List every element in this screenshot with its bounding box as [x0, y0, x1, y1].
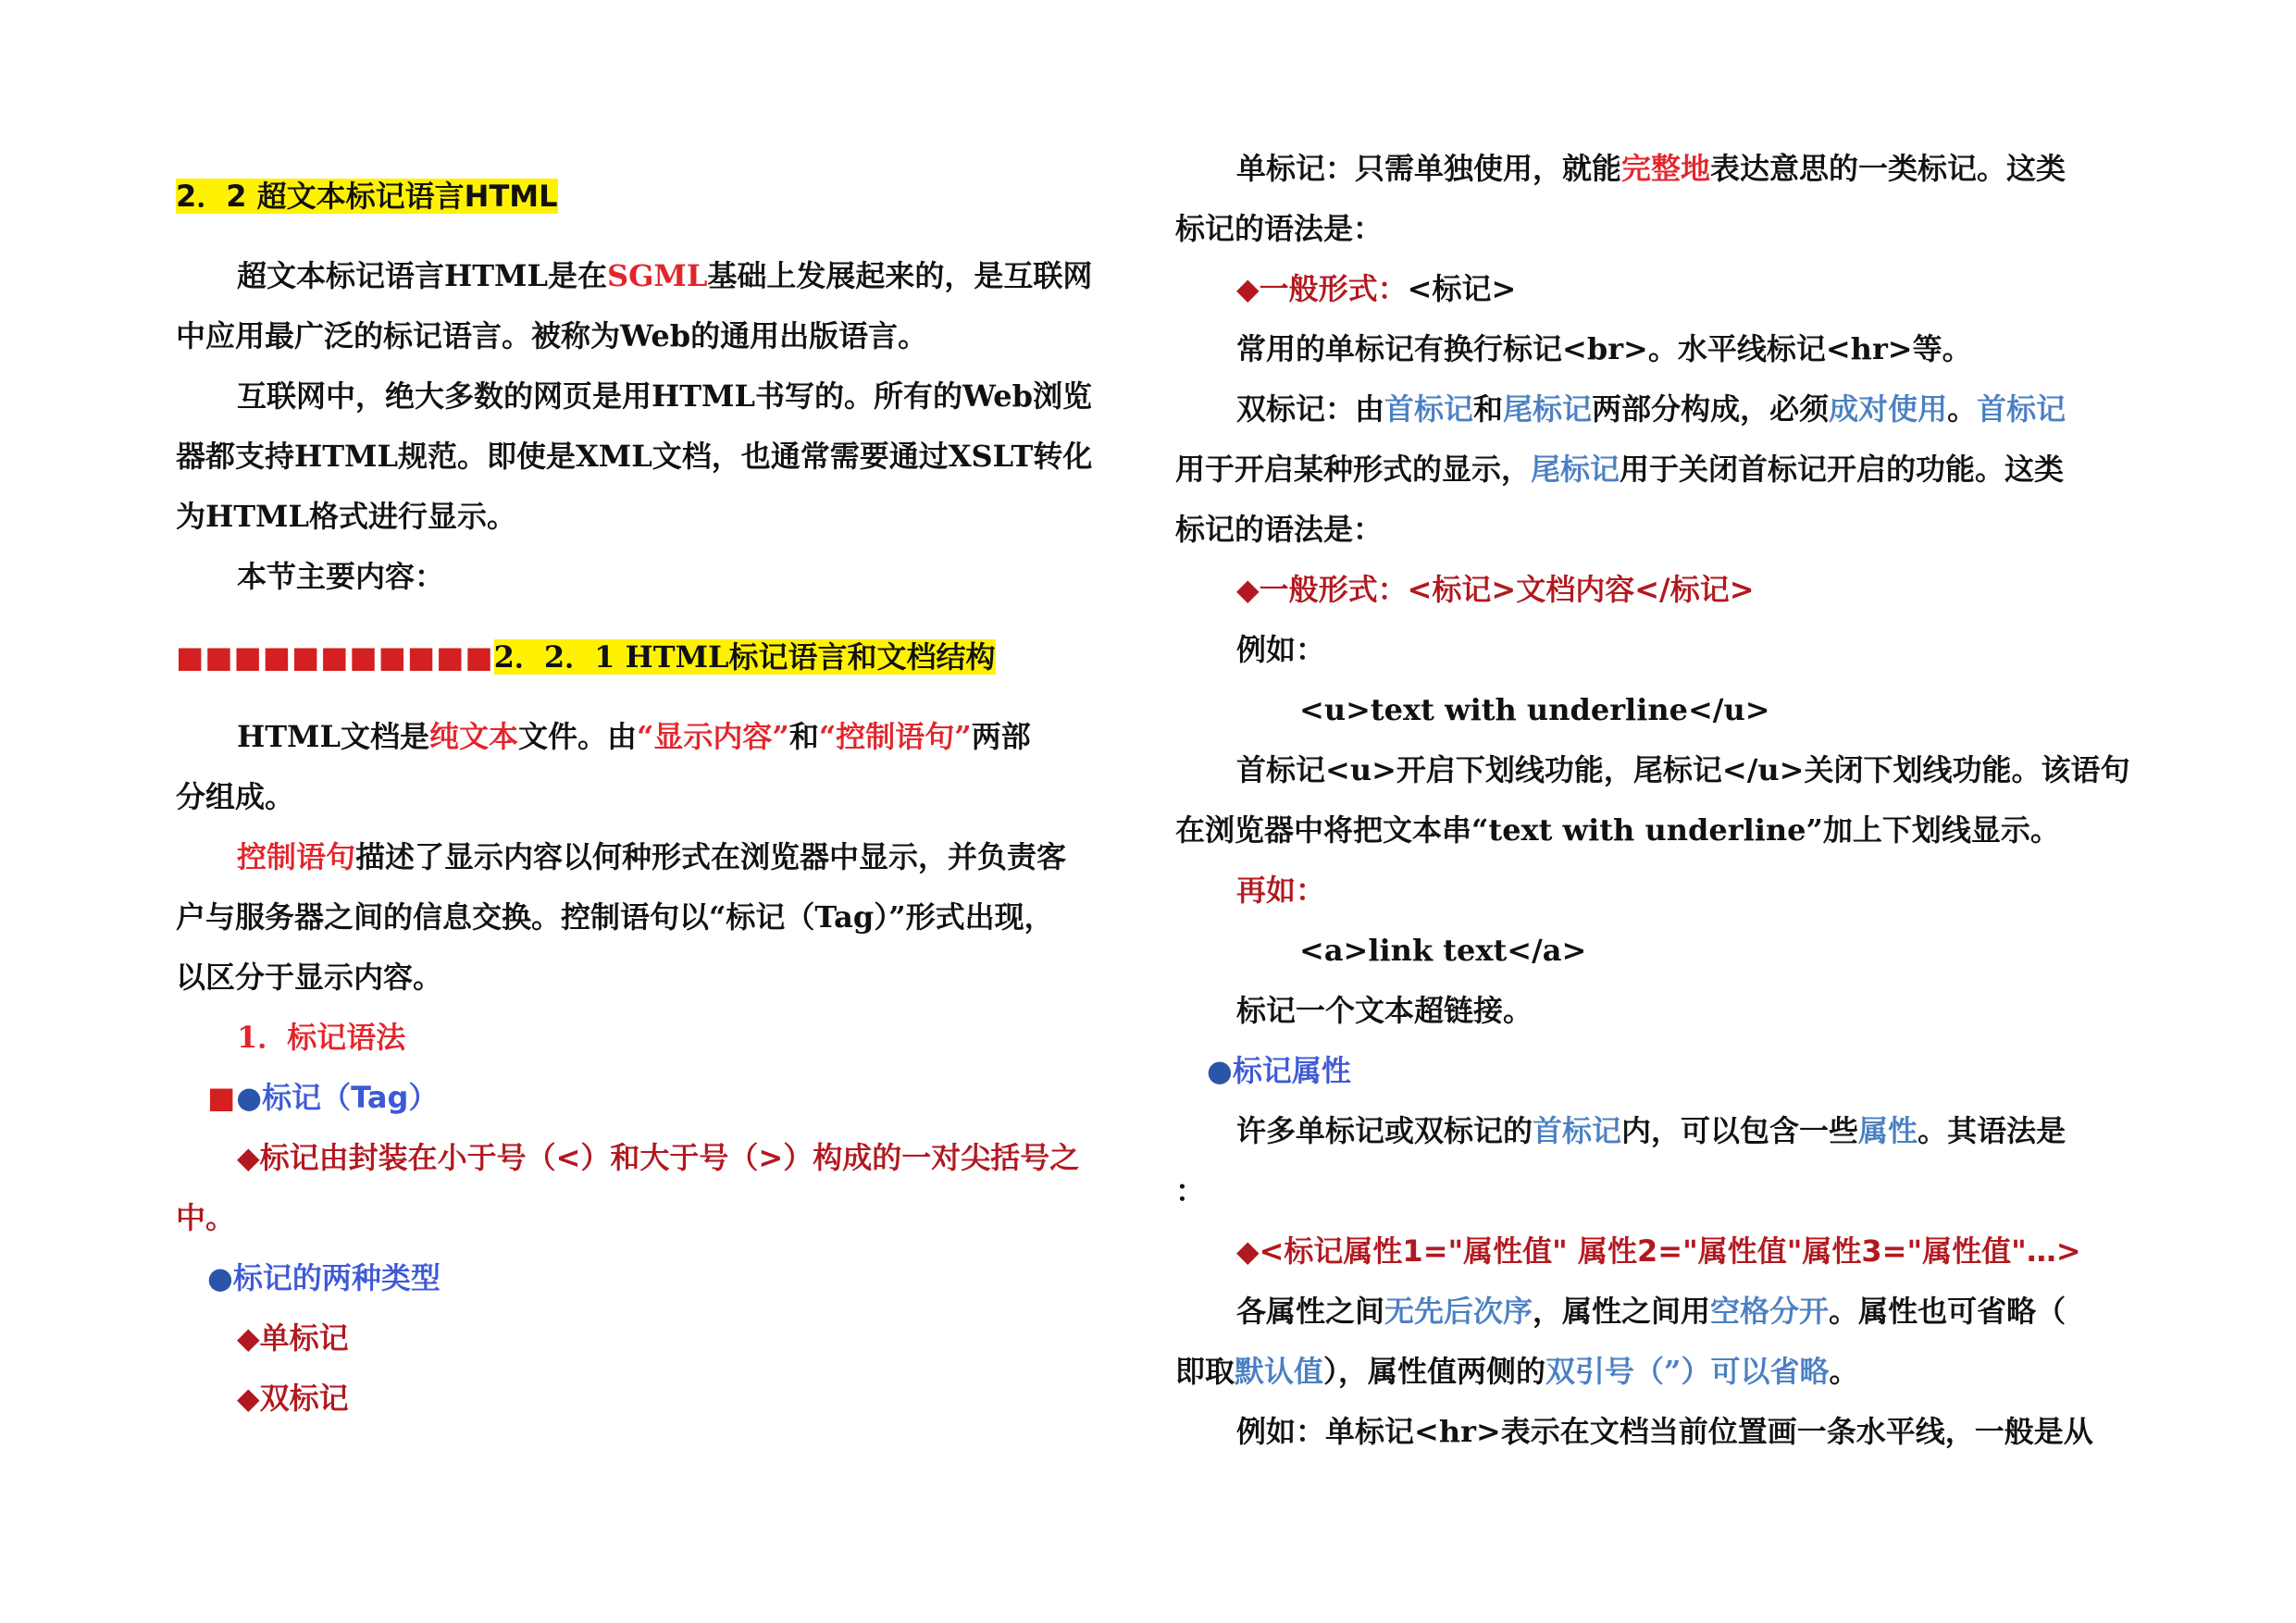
section-heading: 2．2 超文本标记语言HTML: [176, 179, 558, 214]
dot-bullet-icon: ●: [207, 1260, 233, 1295]
attributes-rules: 各属性之间无先后次序，属性之间用空格分开。属性也可省略（: [1236, 1294, 2066, 1329]
underline-explanation: 首标记<u>开启下划线功能，尾标记</u>关闭下划线功能。该语句: [1236, 752, 2130, 787]
paragraph-document-cont: 分组成。: [176, 779, 295, 814]
square-bullet-icon: ■: [207, 1080, 237, 1115]
paragraph-control: 控制语句描述了显示内容以何种形式在浏览器中显示，并负责客: [237, 839, 1067, 874]
diamond-tag-definition: ◆标记由封装在小于号（<）和大于号（>）构成的一对尖括号之: [237, 1140, 1080, 1175]
bullet-tag-attributes: ●标记属性: [1207, 1053, 1351, 1088]
paragraph-intro-cont: 中应用最广泛的标记语言。被称为Web的通用出版语言。: [176, 318, 928, 353]
diamond-tag-definition-cont: 中。: [176, 1200, 236, 1235]
double-tag-item: ◆双标记: [237, 1381, 349, 1416]
paragraph-web-cont: 器都支持HTML规范。即使是XML文档，也通常需要通过XSLT转化: [176, 439, 1093, 474]
bullet-two-types: ●标记的两种类型: [207, 1260, 441, 1295]
item-tag-syntax: 1．标记语法: [237, 1020, 406, 1055]
attributes-description: 许多单标记或双标记的首标记内，可以包含一些属性。其语法是: [1236, 1113, 2066, 1148]
paragraph-main-content: 本节主要内容：: [237, 559, 445, 594]
single-tag-item: ◆单标记: [237, 1320, 349, 1356]
paragraph-control-cont2: 以区分于显示内容。: [176, 960, 443, 995]
attributes-description-cont: ：: [1175, 1173, 1206, 1208]
dot-bullet-icon: ●: [236, 1080, 263, 1115]
subsection-heading: ■■■■■■■■■■■2．2．1 HTML标记语言和文档结构: [176, 639, 996, 675]
paragraph-web-cont2: 为HTML格式进行显示。: [176, 499, 516, 534]
double-tag-form: ◆一般形式：<标记>文档内容</标记>: [1236, 572, 1755, 607]
dot-bullet-icon: ●: [1207, 1053, 1233, 1088]
single-tag-form: ◆一般形式：<标记>: [1236, 271, 1517, 306]
attributes-rules-cont: 即取默认值），属性值两侧的双引号（”）可以省略。: [1175, 1354, 1859, 1389]
double-tag-description: 双标记：由首标记和尾标记两部分构成，必须成对使用。首标记: [1236, 391, 2066, 427]
hr-example: 例如：单标记<hr>表示在文档当前位置画一条水平线，一般是从: [1236, 1414, 2093, 1449]
link-explanation: 标记一个文本超链接。: [1236, 993, 1533, 1028]
attributes-form: ◆<标记属性1="属性值" 属性2="属性值"属性3="属性值"…>: [1236, 1233, 2081, 1269]
paragraph-web: 互联网中，绝大多数的网页是用HTML书写的。所有的Web浏览: [237, 378, 1093, 414]
paragraph-control-cont: 户与服务器之间的信息交换。控制语句以“标记（Tag）”形式出现，: [176, 899, 1054, 935]
double-tag-description-cont: 用于开启某种形式的显示，尾标记用于关闭首标记开启的功能。这类: [1175, 452, 2065, 487]
single-tag-description-cont: 标记的语法是：: [1175, 211, 1384, 246]
underline-explanation-cont: 在浏览器中将把文本串“text with underline”加上下划线显示。: [1175, 812, 2060, 848]
paragraph-intro: 超文本标记语言HTML是在SGML基础上发展起来的，是互联网: [237, 258, 1093, 293]
another-example-label: 再如：: [1236, 873, 1326, 908]
single-tag-description: 单标记：只需单独使用，就能完整地表达意思的一类标记。这类: [1236, 151, 2066, 186]
example-label: 例如：: [1236, 632, 1326, 667]
double-tag-description-cont2: 标记的语法是：: [1175, 512, 1384, 547]
bullet-tag: ■●标记（Tag）: [207, 1080, 439, 1115]
paragraph-document: HTML文档是纯文本文件。由“显示内容”和“控制语句”两部: [237, 719, 1031, 754]
example-underline-code: <u>text with underline</u>: [1299, 692, 1770, 727]
common-single-tags: 常用的单标记有换行标记<br>。水平线标记<hr>等。: [1236, 331, 1972, 366]
example-link-code: <a>link text</a>: [1299, 933, 1587, 968]
